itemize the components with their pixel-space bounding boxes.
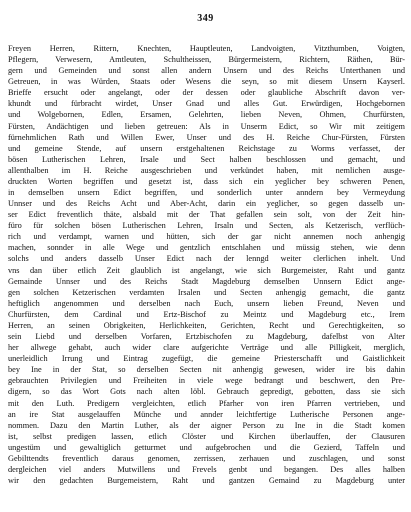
text-line: Gemainde Unnser und des Reichs Stadt Magdeburg demselben Unnsern Edict ange-	[8, 276, 405, 286]
text-line: ist, selbst predigen lassen, etlich Clöster und Kirchen überlauffen, der Clausuren	[8, 431, 405, 441]
text-line: machen, sonnder in alle Wege und gentzlich entschlahen und müssig stehen, wie denn	[8, 243, 405, 253]
text-line: sein Liebd und derselben Vorfaren, Ertzbischofen zu Magdeburg, dafelbst von Alter	[8, 332, 405, 342]
text-line: bey Ine in der Stat, so derselben Secten nit anhengig gewesen, wider ire bis dahin	[8, 365, 405, 375]
text-line: Brieffe ersucht oder angelangt, oder der dessen oder glaubliche Abschrift davon ver-	[8, 88, 405, 98]
text-line: heftiglich angenommen und derselben nach Euch, unsern lieben Freund, Neven und	[8, 298, 405, 308]
text-line: druckten Worten begriffen und gesetzt ist, dass sich ein yeglicher bey schweren Penen,	[8, 176, 405, 186]
text-line: ungestüm und gewaltiglich getturmet und aufgebrochen und die Gezierd, Taffeln und	[8, 442, 405, 452]
text-line: in demselben unsern Edict begriffen, und sonderlich unter anndern bey Vermeydung	[8, 188, 405, 198]
text-line: allenthalben im H. Reiche ausgeschrieben und verkündet haben, mit nemlichen ausge-	[8, 165, 405, 175]
text-line: Unnser und des Reichs Acht und Aber-Acht, darin ein yeglicher, so gegen dasselb un-	[8, 199, 405, 209]
text-line: gebrauchten Privilegien und Freiheiten in viele wege bedrangt und beschwert, den Pre-	[8, 376, 405, 386]
text-line: Fürsten, Andächtigen und lieben getreuen: Als in Unserm Edict, so Wir mit zeitigem	[8, 121, 405, 131]
text-line: bösen Lutherischen Lehren, Irsale und Sect halben beschlossen und gemacht, und	[8, 154, 405, 164]
text-line: digern, so das Wort Gots nach alten löbl. Gebrauch gepredigt, gebotten, dass sie sich	[8, 387, 405, 397]
text-line: gern und Gemeinden und sonst allen andern Unsern und des Reichs Unterthanen und	[8, 66, 405, 76]
text-line: nommen. Dazu den Martin Luther, als der aigner Person zu Ine in die Stadt komen	[8, 420, 405, 430]
text-line: und Wolgebornen, Edlen, Ersamen, Gelehrten, lieben Neven, Ohmen, Churfürsten,	[8, 110, 405, 120]
text-line: Gebilttendts freventlich daraus genomen, zerrissen, zerhauen und zuschlagen, und sonst	[8, 453, 405, 463]
page-number: 349	[197, 13, 214, 24]
text-line: gen solchen Ketzerischen verdamten Irsalen und Secten anhengig gemacht, die gantz	[8, 287, 405, 297]
text-line: fürnehmlichen Rath und Willen Ewer, Unser und des H. Reiche Chur-Fürsten, Fürsten	[8, 132, 405, 142]
text-line: unerleidlich Irrung und Eintrag zugefügt, die gemeine Priesterschafft und Gaistlichkeit	[8, 354, 405, 364]
text-line: Getreuen, in was Würden, Staats oder Wesens die seyn, so mit diesem Unsern Kayserl.	[8, 77, 405, 87]
text-line: an ire Stat ausgelauffen Münche und annder leichtfertige Lutherische Personen ange-	[8, 409, 405, 419]
text-line: und gemeine Stende, auf unsern erstgehaltenen Reichstage zu Worms verfasset, der	[8, 143, 405, 153]
text-line: vns dan über etlich Zeit glaublich ist angelangt, wie sich Burgemeister, Raht und gantz	[8, 265, 405, 275]
text-line: Freyen Herren, Rittern, Knechten, Hauptleuten, Landvoigten, Vitzthumben, Voigten,	[8, 44, 405, 53]
text-line: Churfürsten, dem Cardinal und Ertz-Bischof zu Meintz und Magdeburg etc., Irem	[8, 309, 405, 319]
text-line: wir den gedachten Burgemeistern, Raht und gantzen Gemaind zu Magdeburg unter	[8, 476, 405, 486]
text-line: khundt und fürbracht wirdet, Unser Gnad und alles Gut. Erwürdigen, Hochgebornen	[8, 99, 405, 109]
text-line: Herren, an seinen Obrigkeiten, Herlichkeiten, Gerichten, Recht und Gerechtigkeiten, so	[8, 320, 405, 330]
text-line: füro für solchen bösen Lutherischen Lehren, Irsaln und Secten, als Ketzerisch, verflüch-	[8, 221, 405, 231]
text-line: solchs und anders dasselb Unser Edict nach der lenngd weiter clerlichen inhelt. Und	[8, 254, 405, 264]
text-line: her allwege gehabt, auch wider clare aufgerichte Verträge und alle Pilligkeit, merglich,	[8, 343, 405, 353]
text-line: mit den Luth. Predigern vergleichten, etlich Pfarher von iren Pfarren vertrieben, und	[8, 398, 405, 408]
text-line: dergleichen viel anders Mutwillens und Frevels genbt und begangen. Des alles halben	[8, 464, 405, 474]
text-line: Pflegern, Verwesern, Amtleuten, Schultheissen, Bürgermeistern, Richtern, Räthen, Bür-	[8, 55, 405, 65]
text-line: rich und verdampt, warnen und hütten, sich der gar nicht annemen noch anhengig	[8, 232, 405, 242]
text-line: ser Edict freventlich thäte, alsbald mit der That gefallen sein solt, von der Zeit hin-	[8, 210, 405, 220]
body-text	[8, 43, 405, 486]
